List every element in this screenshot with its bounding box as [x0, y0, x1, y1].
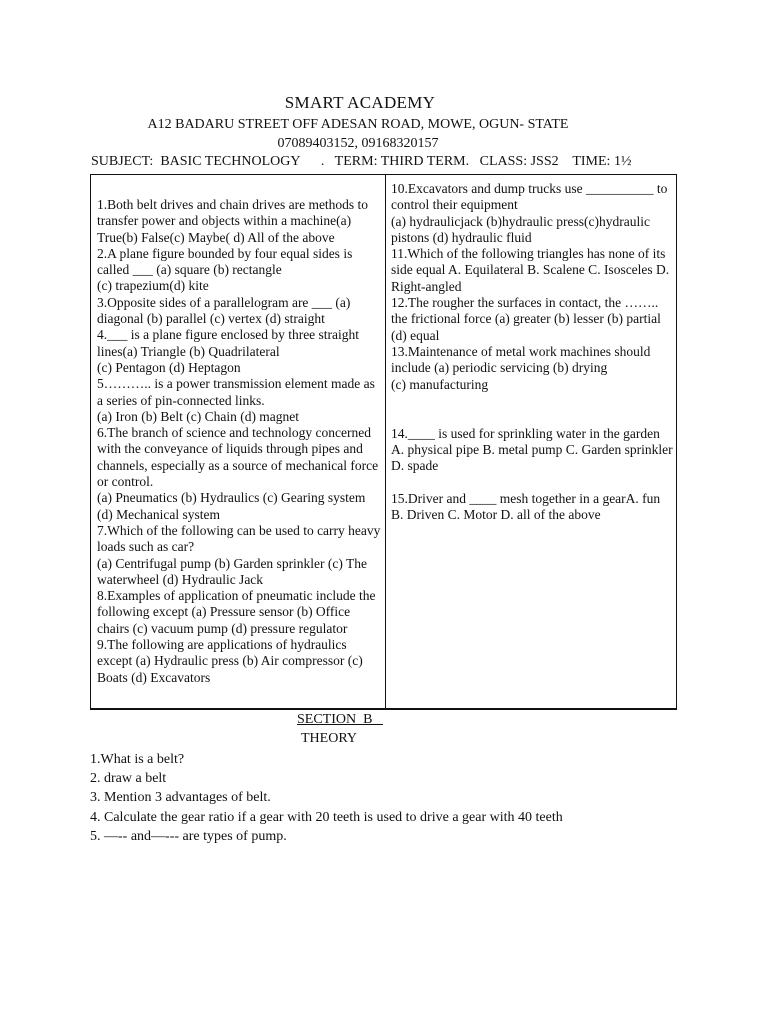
question-1: 1.Both belt drives and chain drives are methods to transfer power and objects within a machine(a) True(b) False(c) Maybe( d) All of the above — [97, 197, 369, 245]
question-13-options: (c) manufacturing — [391, 376, 489, 392]
school-address: A12 BADARU STREET OFF ADESAN ROAD, MOWE, OGUN- STATE — [147, 117, 569, 132]
question-2: 2.A plane figure bounded by four equal sides is called ___ (a) square (b) rectangle — [97, 245, 353, 278]
question-11: 11.Which of the following triangles has none of its side equal A. Equilateral B. Scalene C. Isosceles D. Right-angled — [391, 246, 670, 294]
question-5-options: (a) Iron (b) Belt (c) Chain (d) magnet — [97, 408, 300, 424]
theory-question-3: 3. Mention 3 advantages of belt. — [90, 790, 271, 806]
question-8: 8.Examples of application of pneumatic include the following except (a) Pressure sensor (b) Office chairs (c) vacuum pump (d) pressure regulator — [97, 588, 376, 636]
question-3: 3.Opposite sides of a parallelogram are ___ (a) diagonal (b) parallel (c) vertex (d) straight — [97, 294, 351, 327]
question-6-options: (a) Pneumatics (b) Hydraulics (c) Gearing system (d) Mechanical system — [97, 490, 366, 522]
question-2-options: (c) trapezium(d) kite — [97, 278, 209, 294]
theory-question-5: 5. —-- and—--- are types of pump. — [90, 828, 287, 844]
school-phones: 07089403152, 09168320157 — [277, 136, 439, 151]
question-7-options: (a) Centrifugal pump (b) Garden sprinkler (c) The waterwheel (d) Hydraulic Jack — [97, 555, 368, 587]
theory-question-1: 1.What is a belt? — [90, 752, 185, 767]
theory-question-2: 2. draw a belt — [90, 771, 167, 787]
question-10-options: (a) hydraulicjack (b)hydraulic press(c)hydraulic pistons (d) hydraulic fluid — [391, 213, 651, 245]
question-15: 15.Driver and ____ mesh together in a gearA. fun B. Driven C. Motor D. all of the above — [391, 490, 661, 523]
question-12: 12.The rougher the surfaces in contact, the …….. the frictional force (a) greater (b) lesser (b) partial (d) equal — [391, 295, 661, 343]
theory-heading: THEORY — [301, 731, 357, 746]
question-7: 7.Which of the following can be used to carry heavy loads such as car? — [97, 522, 381, 555]
question-4: 4.___ is a plane figure enclosed by three straight lines(a) Triangle (b) Quadrilateral — [97, 327, 360, 359]
theory-question-4: 4. Calculate the gear ratio if a gear with 20 teeth is used to drive a gear with 40 teeth — [90, 809, 563, 825]
section-b-heading: SECTION B — [297, 712, 383, 727]
question-14: 14.____ is used for sprinkling water in the garden A. physical pipe B. metal pump C. Garden sprinkler D. spade — [391, 425, 673, 474]
questions-left-column — [97, 197, 381, 686]
theory-questions — [90, 750, 563, 846]
question-5: 5……….. is a power transmission element made as a series of pin-connected links. — [97, 376, 375, 408]
question-13: 13.Maintenance of metal work machines should include (a) periodic servicing (b) drying — [391, 343, 651, 376]
column-divider — [385, 174, 386, 710]
questions-right-column — [391, 181, 675, 523]
question-6: 6.The branch of science and technology concerned with the conveyance of liquids through pipes and channels, especially as a source of mechanical force or control. — [97, 425, 379, 490]
question-4-options: (c) Pentagon (d) Heptagon — [97, 359, 241, 375]
question-10: 10.Excavators and dump trucks use __________ to control their equipment — [391, 181, 668, 213]
school-name: SMART ACADEMY — [284, 93, 436, 112]
question-9: 9.The following are applications of hydraulics except (a) Hydraulic press (b) Air compressor (c) Boats (d) Excavators — [97, 637, 363, 685]
subject-line: SUBJECT: BASIC TECHNOLOGY . TERM: THIRD TERM. CLASS: JSS2 TIME: 1½ — [91, 154, 632, 169]
